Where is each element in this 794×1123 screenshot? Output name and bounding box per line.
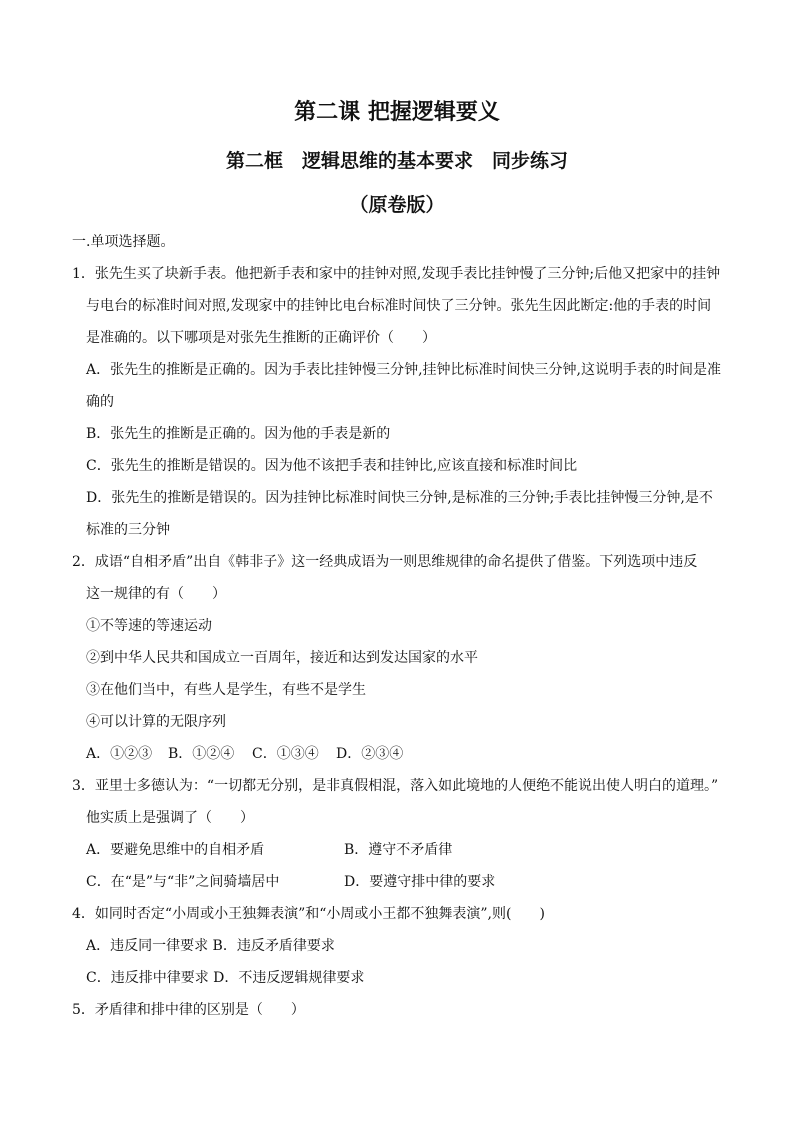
q2-statement-4: ④可以计算的无限序列 (86, 714, 226, 730)
q1-option-d-line1: D．张先生的推断是错误的。因为挂钟比标准时间快三分钟,是标准的三分钟;手表比挂钟慢三分钟,是不 (86, 490, 713, 506)
q3-stem-line1: 3．亚里士多德认为：“一切都无分别，是非真假相混，落入如此境地的人便绝不能说出使人明白的道理。” (72, 778, 719, 794)
q4-stem: 4．如同时否定“小周或小王独舞表演”和“小周或小王都不独舞表演”,则( ) (72, 906, 545, 922)
edition-label: （原卷版） (349, 194, 445, 216)
q2-statement-2: ②到中华人民共和国成立一百周年，接近和达到发达国家的水平 (86, 650, 478, 666)
page-title: 第二课 把握逻辑要义 (294, 99, 500, 125)
q5-stem: 5．矛盾律和排中律的区别是（ ） (72, 1002, 305, 1018)
q3-option-c: C．在“是”与“非”之间骑墙居中 (86, 874, 280, 890)
q3-stem-line2: 他实质上是强调了（ ） (86, 810, 254, 826)
q4-options-cd: C．违反排中律要求 D．不违反逻辑规律要求 (86, 970, 365, 986)
q1-stem-line1: 1．张先生买了块新手表。他把新手表和家中的挂钟对照,发现手表比挂钟慢了三分钟;后他又把家中的挂钟 (72, 266, 721, 282)
q4-options-ab: A．违反同一律要求 B．违反矛盾律要求 (86, 938, 335, 954)
q3-option-a: A．要避免思维中的自相矛盾 (86, 842, 265, 858)
section-heading: 一.单项选择题。 (72, 234, 175, 250)
q1-option-b: B．张先生的推断是正确的。因为他的手表是新的 (86, 426, 391, 442)
q2-stem-line1: 2．成语“自相矛盾”出自《韩非子》这一经典成语为一则思维规律的命名提供了借鉴。下列选项中违反 (72, 554, 698, 570)
q2-stem-line2: 这一规律的有（ ） (86, 586, 226, 602)
q2-option-b: B．①②④ (168, 746, 235, 762)
q3-option-d: D．要遵守排中律的要求 (344, 874, 496, 890)
q2-option-c: C．①③④ (252, 746, 319, 762)
q1-stem-line2: 与电台的标准时间对照,发现家中的挂钟比电台标准时间快了三分钟。张先生因此断定:他的手表的时间 (86, 298, 712, 314)
q2-option-d: D．②③④ (336, 746, 404, 762)
q2-option-a: A．①②③ (86, 746, 153, 762)
q1-option-a-line2: 确的 (86, 394, 114, 410)
q1-option-d-line2: 标准的三分钟 (86, 522, 170, 538)
q1-option-c: C．张先生的推断是错误的。因为他不该把手表和挂钟比,应该直接和标准时间比 (86, 458, 578, 474)
q1-stem-line3: 是准确的。以下哪项是对张先生推断的正确评价（ ） (86, 330, 436, 346)
q2-statement-3: ③在他们当中，有些人是学生，有些不是学生 (86, 682, 366, 698)
page-subtitle: 第二框 逻辑思维的基本要求 同步练习 (225, 150, 568, 172)
q2-statement-1: ①不等速的等速运动 (86, 618, 212, 634)
q3-option-b: B．遵守不矛盾律 (344, 842, 453, 858)
q1-option-a-line1: A．张先生的推断是正确的。因为手表比挂钟慢三分钟,挂钟比标准时间快三分钟,这说明手表的时间是准 (86, 362, 722, 378)
